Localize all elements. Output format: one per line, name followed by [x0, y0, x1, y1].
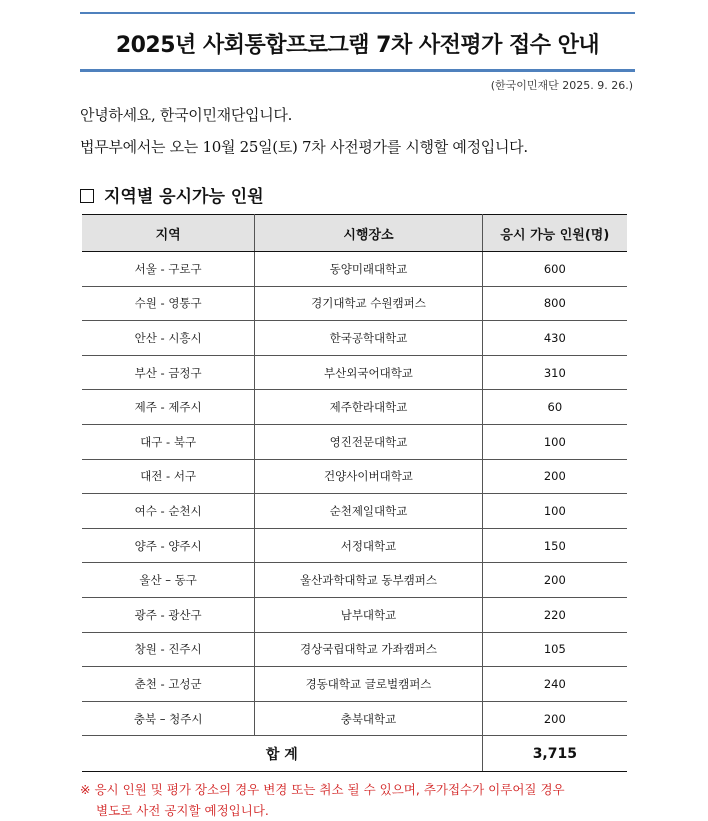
cell-capacity: 310 [482, 355, 627, 390]
cell-venue: 제주한라대학교 [255, 390, 482, 425]
table-row [82, 494, 627, 529]
table-total-row [82, 736, 627, 772]
cell-venue: 경동대학교 글로벌캠퍼스 [255, 667, 482, 702]
cell-venue: 부산외국어대학교 [255, 355, 482, 390]
cell-venue: 울산과학대학교 동부캠퍼스 [255, 563, 482, 598]
table-row [82, 390, 627, 425]
cell-region: 대구 - 북구 [82, 424, 255, 459]
cell-capacity: 600 [482, 252, 627, 287]
cell-region: 울산 – 동구 [82, 563, 255, 598]
capacity-table [82, 214, 627, 772]
table-row [82, 252, 627, 287]
table-row [82, 286, 627, 321]
cell-capacity: 800 [482, 286, 627, 321]
cell-capacity: 200 [482, 563, 627, 598]
cell-venue: 건양사이버대학교 [255, 459, 482, 494]
source-line: (한국이민재단 2025. 9. 26.) [490, 79, 633, 92]
cell-capacity: 220 [482, 597, 627, 632]
table-row [82, 424, 627, 459]
table-row [82, 459, 627, 494]
cell-venue: 서정대학교 [255, 528, 482, 563]
cell-region: 양주 - 양주시 [82, 528, 255, 563]
page-title: 2025년 사회통합프로그램 7차 사전평가 접수 안내 [115, 33, 600, 58]
section-title: 지역별 응시가능 인원 [104, 187, 264, 207]
intro-announcement: 법무부에서는 오는 10월 25일(토) 7차 사전평가를 시행할 예정입니다. [80, 138, 528, 156]
table-row [82, 528, 627, 563]
cell-region: 수원 - 영통구 [82, 286, 255, 321]
cell-capacity: 430 [482, 321, 627, 356]
notice [80, 779, 640, 821]
table-row [82, 355, 627, 390]
cell-region: 광주 - 광산구 [82, 597, 255, 632]
cell-venue: 한국공학대학교 [255, 321, 482, 356]
cell-venue: 경상국립대학교 가좌캠퍼스 [255, 632, 482, 667]
header-capacity: 응시 가능 인원(명) [482, 215, 627, 252]
cell-capacity: 150 [482, 528, 627, 563]
table-row [82, 701, 627, 736]
total-label: 합 계 [82, 736, 482, 772]
cell-venue: 순천제일대학교 [255, 494, 482, 529]
cell-venue: 충북대학교 [255, 701, 482, 736]
cell-region: 안산 - 시흥시 [82, 321, 255, 356]
table-row [82, 597, 627, 632]
cell-capacity: 200 [482, 701, 627, 736]
title-top-rule [80, 12, 635, 14]
table-row [82, 667, 627, 702]
checkbox-square-icon [80, 189, 94, 203]
cell-capacity: 60 [482, 390, 627, 425]
total-value: 3,715 [482, 736, 627, 772]
cell-venue: 영진전문대학교 [255, 424, 482, 459]
cell-region: 창원 - 진주시 [82, 632, 255, 667]
cell-capacity: 105 [482, 632, 627, 667]
cell-region: 제주 - 제주시 [82, 390, 255, 425]
table-header-row [82, 215, 627, 252]
header-venue: 시행장소 [255, 215, 482, 252]
cell-region: 서울 - 구로구 [82, 252, 255, 287]
cell-capacity: 240 [482, 667, 627, 702]
table-row [82, 632, 627, 667]
cell-region: 대전 - 서구 [82, 459, 255, 494]
title-bottom-rule [80, 69, 635, 72]
intro-greeting: 안녕하세요, 한국이민재단입니다. [80, 106, 293, 124]
title-box [80, 12, 635, 72]
cell-region: 여수 - 순천시 [82, 494, 255, 529]
cell-region: 춘천 - 고성군 [82, 667, 255, 702]
table-row [82, 321, 627, 356]
cell-venue: 경기대학교 수원캠퍼스 [255, 286, 482, 321]
section-heading [80, 182, 264, 207]
cell-region: 충북 – 청주시 [82, 701, 255, 736]
cell-region: 부산 - 금정구 [82, 355, 255, 390]
cell-capacity: 100 [482, 424, 627, 459]
table-row [82, 563, 627, 598]
notice-line-2: 별도로 사전 공지할 예정입니다. [96, 803, 269, 818]
cell-capacity: 100 [482, 494, 627, 529]
cell-venue: 동양미래대학교 [255, 252, 482, 287]
header-region: 지역 [82, 215, 255, 252]
notice-line-1: ※ 응시 인원 및 평가 장소의 경우 변경 또는 취소 될 수 있으며, 추가접수가 이루어질 경우 [80, 782, 565, 797]
cell-capacity: 200 [482, 459, 627, 494]
cell-venue: 남부대학교 [255, 597, 482, 632]
